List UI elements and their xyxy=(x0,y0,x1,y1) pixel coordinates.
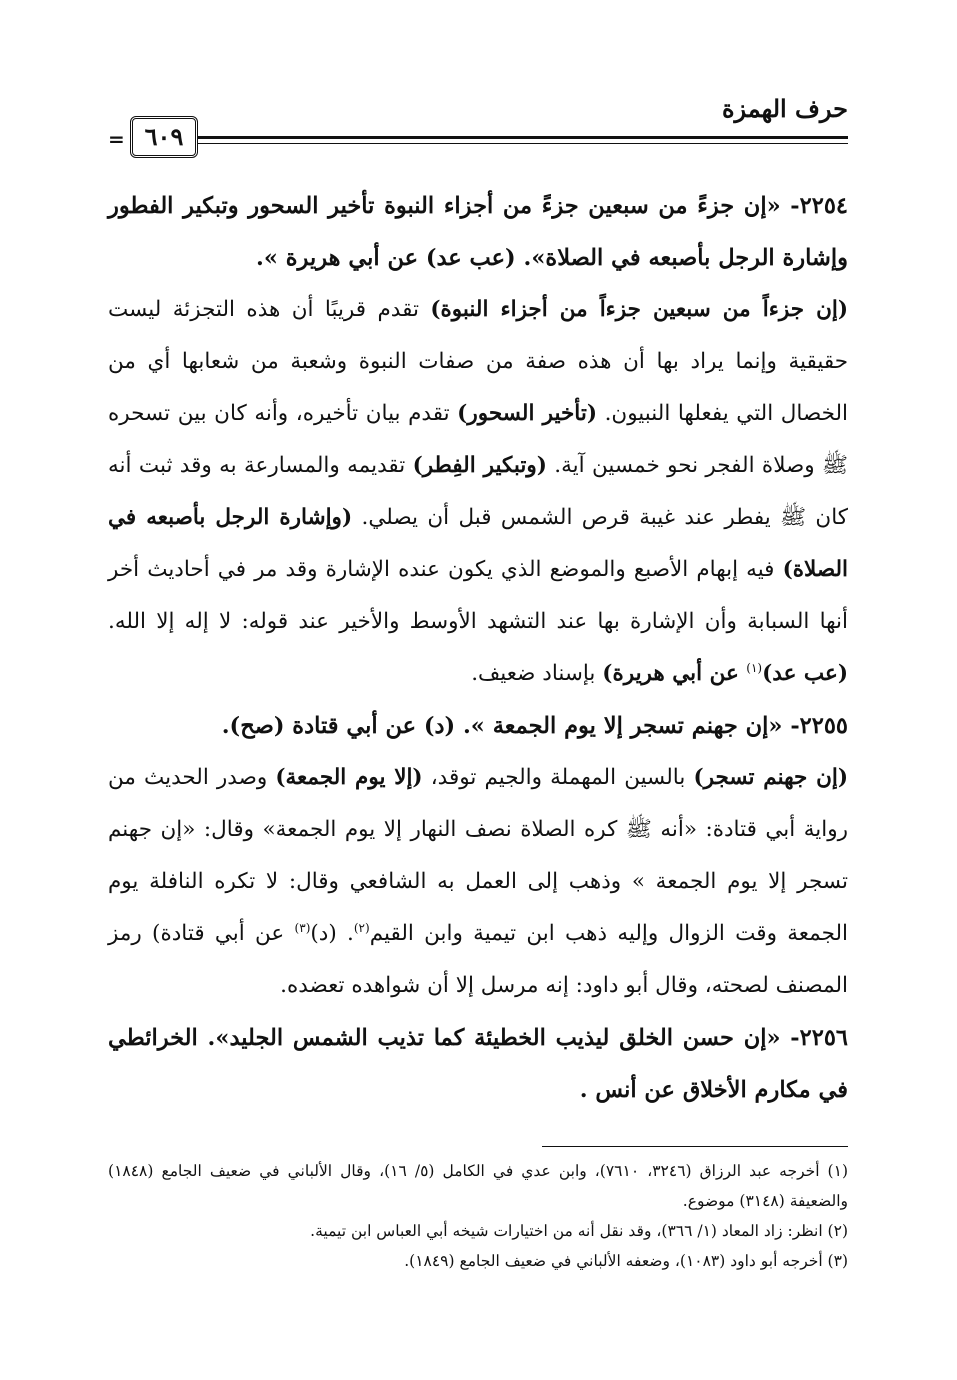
hadith-2255: ٢٢٥٥- «إن جهنم تسجر إلا يوم الجمعة ». (د) عن أبي قتادة (صح). xyxy=(221,713,848,739)
quoted-phrase: (إن جزءاً من سبعين جزءاً من أجزاء النبوة) xyxy=(430,297,848,322)
commentary-text: . (د) xyxy=(310,921,354,946)
page-number-dash: = xyxy=(108,127,125,151)
commentary-text: عن أبي قتادة) رمز المصنف لصحته، وقال أبو داود: إنه مرسل إلا أن شواهده تعضده. xyxy=(108,921,848,998)
commentary-2254 xyxy=(108,284,848,700)
footnotes xyxy=(108,1156,848,1276)
header-rule-thin xyxy=(198,143,848,144)
commentary-2255 xyxy=(108,752,848,1012)
footnote-2: (٢) انظر: زاد المعاد (١/ ٣٦٦)، وقد نقل أنه من اختيارات شيخه أبي العباس ابن تيمية. xyxy=(310,1222,848,1240)
narrator: عن أبي هريرة) xyxy=(602,661,747,686)
footnote-ref-2: (٢) xyxy=(353,920,370,935)
commentary-text: بإسناد ضعيف. xyxy=(471,661,603,686)
footnote-divider xyxy=(542,1146,848,1147)
source-code: (عب عد) xyxy=(762,661,848,686)
page-header xyxy=(108,94,848,154)
chapter-title: حرف الهمزة xyxy=(721,94,848,123)
quoted-phrase: (تأخير السحور) xyxy=(457,401,597,426)
footnote-ref-1: (١) xyxy=(746,660,763,675)
hadith-2256: ٢٢٥٦- «إن حسن الخلق ليذيب الخطيئة كما تذيب الشمس الجليد». الخرائطي في مكارم الأخلاق عن أنس . xyxy=(108,1025,848,1103)
commentary-text: تقدم قريبًا أن هذه التجزئة ليست حقيقية وإنما يراد بها أن هذه صفة من صفات النبوة وشعبة من شعابها أي من الخصال التي يفعلها النبيون. xyxy=(108,297,849,426)
hadith-2254: ٢٢٥٤- «إن جزءً من سبعين جزءً من أجزاء النبوة تأخير السحور وتبكير الفطور وإشارة الرجل بأصبعه في الصلاة». (عب عد) عن أبي هريرة ». xyxy=(108,193,848,271)
commentary-text: تقدم بيان تأخيره، وأنه كان بين تسحره ﷺ وصلاة الفجر نحو خمسين آية. xyxy=(108,401,848,478)
commentary-text: فيه إبهام الأصبع والموضع الذي يكون عنده الإشارة وقد مر في أحاديث أخر أنها السبابة وأن الإشارة بها عند التشهد الأوسط والأخير عند قوله: لا إله إلا الله. xyxy=(108,557,848,634)
main-text xyxy=(108,180,848,1116)
quoted-phrase: (إن جهنم تسجر) xyxy=(693,765,849,790)
page-number: ٦٠٩ xyxy=(130,116,198,158)
commentary-text: وصدر الحديث من رواية أبي قتادة: «أنه ﷺ كره الصلاة نصف النهار إلا يوم الجمعة» وقال: «إن جهنم تسجر إلا يوم الجمعة » وذهب إلى العمل به الشافعي وقال: لا تكره النافلة يوم الجمعة وقت الزوال وإليه ذهب ابن تيمية وابن القيم xyxy=(108,765,848,946)
quoted-phrase: (إلا يوم الجمعة) xyxy=(275,765,423,790)
footnote-1: (١) أخرجه عبد الرزاق (٣٢٤٦، ٧٦١٠)، وابن عدي في الكامل (٥/ ١٦)، وقال الألباني في ضعيف الجامع (١٨٤٨) والضعيفة (٣١٤٨) موضوع. xyxy=(108,1162,848,1210)
commentary-text: بالسين المهملة والجيم توقد، xyxy=(422,765,694,790)
footnote-ref-3: (٣) xyxy=(294,920,311,935)
footnote-3: (٣) أخرجه أبو داود (١٠٨٣)، وضعفه الألباني في ضعيف الجامع (١٨٤٩). xyxy=(404,1252,848,1270)
quoted-phrase: (وإشارة الرجل بأصبعه في الصلاة) xyxy=(108,505,848,582)
commentary-text: تقديمه والمسارعة به وقد ثبت أنه كان ﷺ يفطر عند غيبة قرص الشمس قبل أن يصلي. xyxy=(108,453,848,530)
header-rule xyxy=(198,136,848,139)
quoted-phrase: (وتبكير الفِطر) xyxy=(412,453,547,478)
